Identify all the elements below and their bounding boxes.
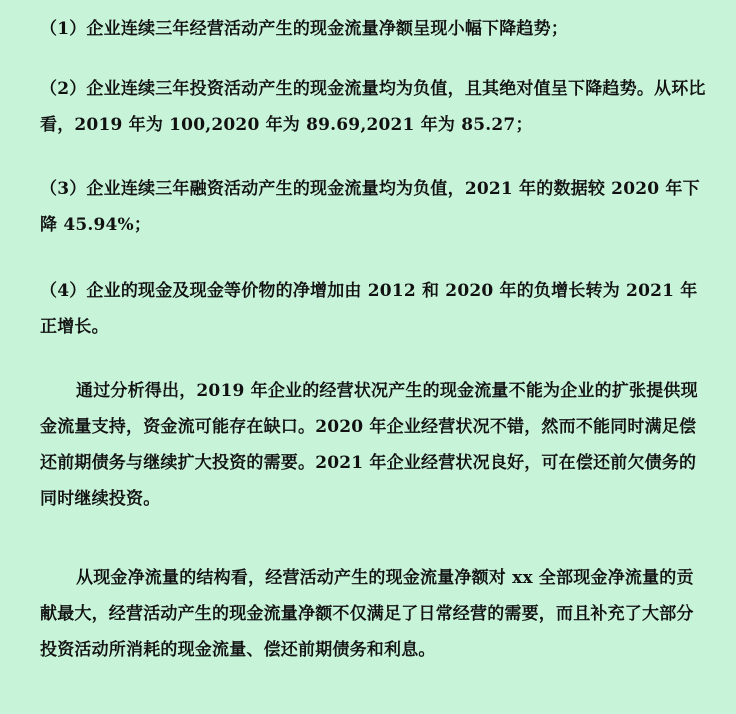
analysis-paragraph: 通过分析得出，2019 年企业的经营状况产生的现金流量不能为企业的扩张提供现金流量支持，资金流可能存在缺口。2020 年企业经营状况不错，然而不能同时满足偿还前期债务与继续扩大投资的需要。2021 年企业经营状况良好，可在偿还前欠债务的同时继续投资。 <box>40 381 698 509</box>
list-item-3: （3）企业连续三年融资活动产生的现金流量均为负值，2021 年的数据较 2020 年下降 45.94%； <box>40 179 700 235</box>
list-item-2: （2）企业连续三年投资活动产生的现金流量均为负值，且其绝对值呈下降趋势。从环比看，2019 年为 100,2020 年为 89.69,2021 年为 85.27； <box>40 79 706 135</box>
list-item-1: （1）企业连续三年经营活动产生的现金流量净额呈现小幅下降趋势； <box>40 19 569 39</box>
structure-paragraph: 从现金净流量的结构看，经营活动产生的现金流量净额对 xx 全部现金净流量的贡献最大，经营活动产生的现金流量净额不仅满足了日常经营的需要，而且补充了大部分投资活动所消耗的现金流量、偿还前期债务和利息。 <box>40 568 694 660</box>
list-item-4: （4）企业的现金及现金等价物的净增加由 2012 和 2020 年的负增长转为 2021 年正增长。 <box>40 281 698 337</box>
